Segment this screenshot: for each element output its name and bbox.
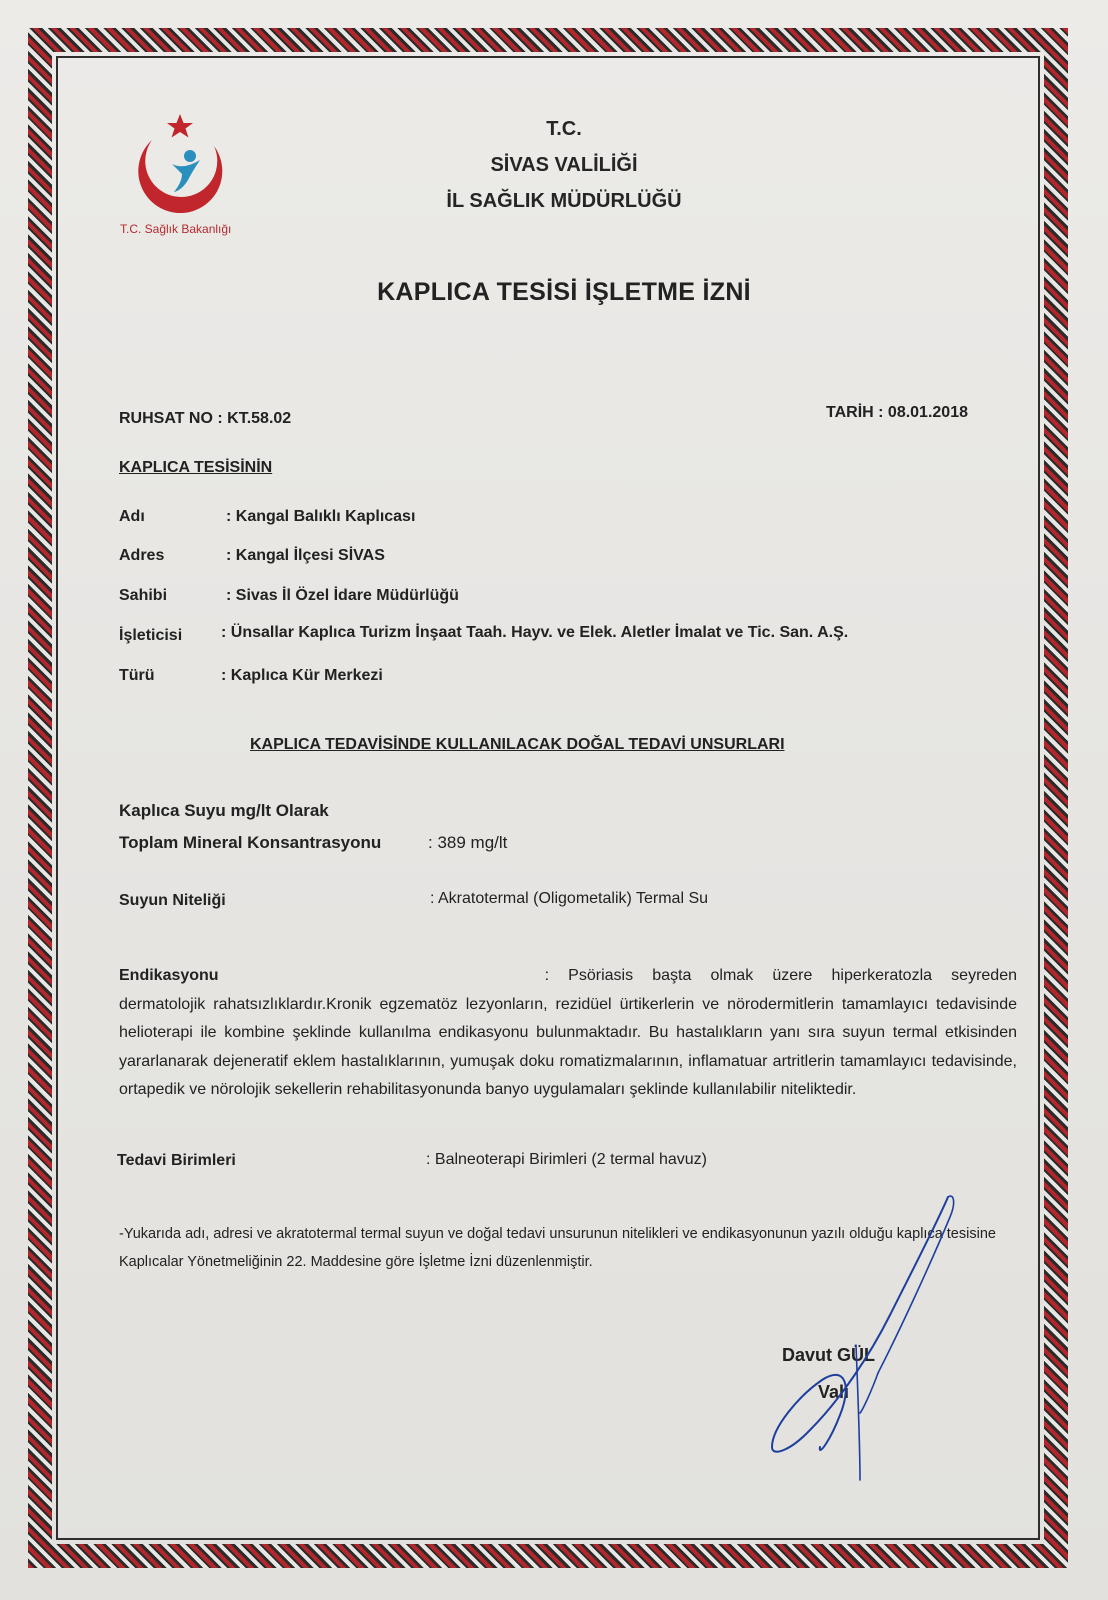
handwritten-signature — [760, 1195, 1020, 1515]
section-unsurlar-heading: KAPLICA TEDAVİSİNDE KULLANILACAK DOĞAL TEDAVİ UNSURLARI — [250, 736, 785, 753]
endikasyon-text: : Psöriasis başta olmak üzere hiperkeratozla seyreden dermatolojik rahatsızlıklardır.Kronik egzematöz lezyonların, rezidüel ürtikerlerin ve nörodermitlerin tamamlayıcı tedavisinde helioterapi ile kombine şeklinde kullanılma endikasyonu bulunmaktadır. Bu hastalıkların yanı sıra suyun termal etkisinden yararlanarak dejeneratif eklem hastalıklarının, yumuşak doku romatizmalarının, inflamatuar artritlerin tamamlayıcı tedavisinde, ortapedik ve nörolojik sekellerin rehabilitasyonunda banyo uygulamaları şeklinde kullanılabilir niteliktedir. — [119, 967, 1017, 1098]
water-line-2-value: : 389 mg/lt — [428, 833, 508, 852]
row-value-isletici: : Ünsallar Kaplıca Turizm İnşaat Taah. Hayv. ve Elek. Aletler İmalat ve Tic. San. A.Ş. — [221, 624, 849, 641]
birim-label: Tedavi Birimleri — [117, 1152, 236, 1169]
water-line-2-label: Toplam Mineral Konsantrasyonu — [119, 833, 382, 852]
header-valilik: SİVAS VALİLİĞİ — [490, 154, 638, 176]
endikasyon-paragraph — [119, 962, 1017, 1105]
ruhsat-no: RUHSAT NO : KT.58.02 — [119, 410, 292, 427]
row-value-adi: : Kangal Balıklı Kaplıcası — [226, 508, 416, 525]
row-label-adres: Adres — [119, 547, 165, 564]
section-tesis-heading: KAPLICA TESİSİNİN — [119, 459, 273, 476]
birim-value: : Balneoterapi Birimleri (2 termal havuz) — [426, 1151, 707, 1168]
header-mudurluk: İL SAĞLIK MÜDÜRLÜĞÜ — [446, 190, 682, 212]
ministry-logo — [122, 110, 262, 240]
water-line-1: Kaplıca Suyu mg/lt Olarak — [119, 801, 329, 820]
row-value-sahibi: : Sivas İl Özel İdare Müdürlüğü — [226, 587, 459, 604]
tarih: TARİH : 08.01.2018 — [826, 404, 968, 421]
logo-caption: T.C. Sağlık Bakanlığı — [120, 222, 232, 236]
signatory-name: Davut GÜL — [782, 1345, 876, 1365]
nitelik-label: Suyun Niteliği — [119, 892, 226, 909]
row-label-turu: Türü — [119, 667, 155, 684]
header-tc: T.C. — [546, 118, 582, 140]
row-value-turu: : Kaplıca Kür Merkezi — [221, 667, 383, 684]
document-title: KAPLICA TESİSİ İŞLETME İZNİ — [377, 278, 751, 306]
endikasyon-label: Endikasyonu — [119, 967, 219, 984]
crescent-star-icon — [122, 110, 262, 230]
row-value-adres: : Kangal İlçesi SİVAS — [226, 547, 385, 564]
row-label-sahibi: Sahibi — [119, 587, 168, 604]
signatory-title: Vali — [818, 1382, 850, 1402]
closing-statement: -Yukarıda adı, adresi ve akratotermal termal suyun ve doğal tedavi unsurunun nitelikleri ve endikasyonunun yazılı olduğu kaplıca tesisine Kaplıcalar Yönetmeliğinin 22. Maddesine göre İşletme İzni düzenlenmiştir. — [119, 1226, 996, 1270]
row-label-adi: Adı — [119, 508, 145, 525]
row-label-isletici: İşleticisi — [119, 627, 183, 644]
nitelik-value: : Akratotermal (Oligometalik) Termal Su — [430, 890, 709, 907]
